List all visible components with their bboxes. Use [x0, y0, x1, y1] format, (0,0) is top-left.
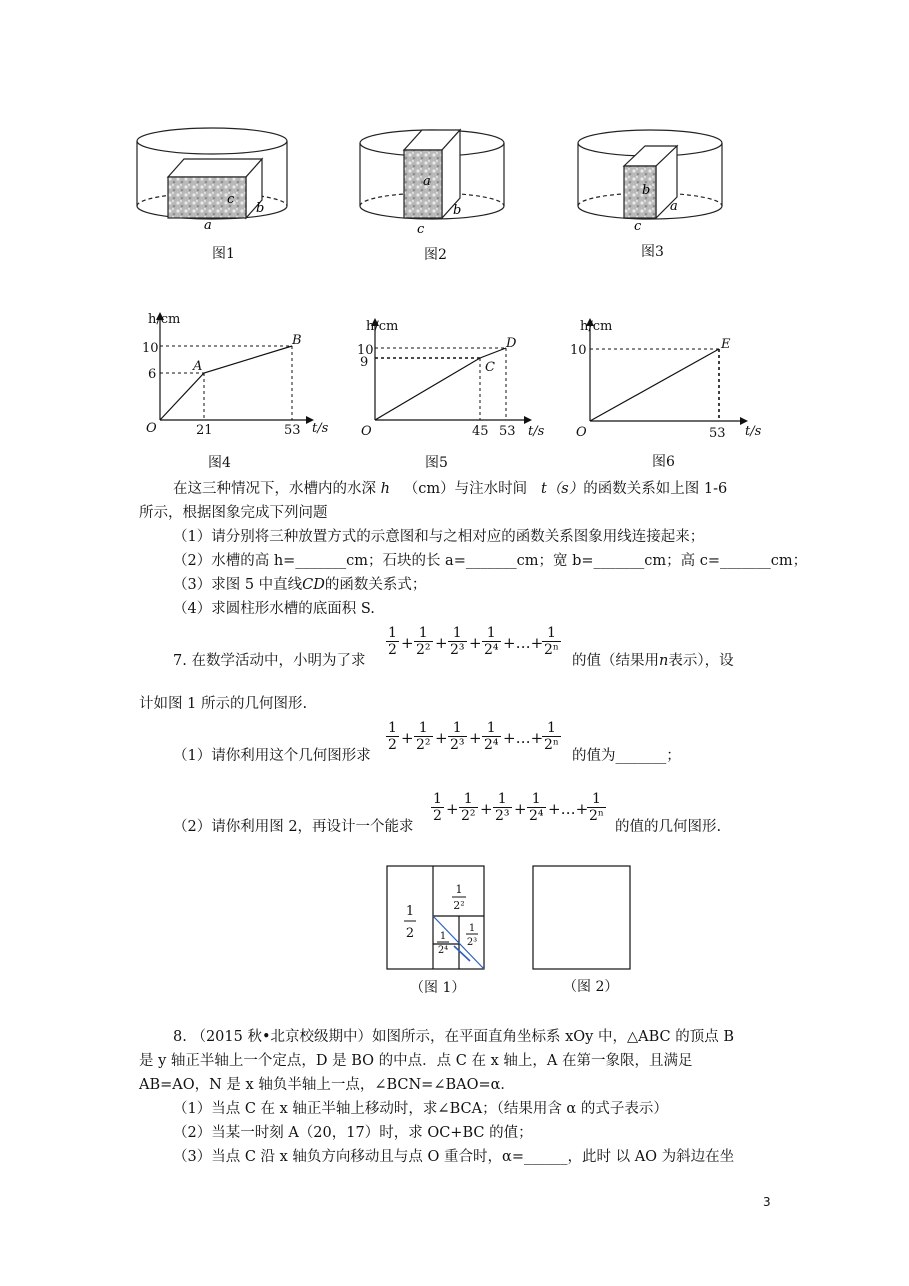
- graph-fig4: [142, 312, 329, 438]
- q8-item1: （1）当点 C 在 x 轴正半轴上移动时，求∠BCA；（结果用含 α 的式子表示）: [173, 1101, 668, 1117]
- q7-fig1-caption: （图 1）: [410, 980, 466, 996]
- fig6-ylabel: h/cm: [580, 319, 613, 334]
- fig6-caption: 图6: [652, 454, 675, 470]
- fig6-xlabel: t/s: [745, 424, 762, 439]
- svg-text:1: 1: [455, 883, 463, 896]
- fig4-ylabel: h/cm: [148, 312, 181, 327]
- q7-lead: 7. 在数学活动中，小明为了求: [173, 653, 366, 669]
- fig3-c-label: c: [634, 219, 642, 234]
- fig5-origin: O: [361, 424, 372, 439]
- fig4-ytick-6: 6: [148, 367, 157, 382]
- fig4-caption: 图4: [208, 455, 231, 471]
- q6-intro-line2: 所示，根据图象完成下列问题: [139, 505, 328, 521]
- q7-sub1: （1）请你利用这个几何图形求: [173, 748, 371, 764]
- q8-line3: AB=AO，N 是 x 轴负半轴上一点，∠BCN=∠BAO=α．: [139, 1077, 515, 1093]
- graph-fig6: [570, 318, 762, 441]
- fig1-b-label: b: [256, 201, 265, 216]
- fig3-caption: 图3: [641, 244, 664, 260]
- fig2-b-label: b: [453, 203, 462, 218]
- q8-line2: 是 y 轴正半轴上一个定点，D 是 BO 的中点．点 C 在 x 轴上，A 在第一象限，且满足: [139, 1053, 693, 1069]
- fig2-c-label: c: [417, 222, 425, 237]
- q7-sub2-tail: 的值的几何图形.: [615, 819, 722, 835]
- page-number: 3: [763, 1195, 771, 1209]
- q7-lead-tail: 的值（结果用n表示），设: [572, 653, 734, 669]
- fig1-c-label: c: [227, 192, 235, 207]
- q6-intro-line1: 在这三种情况下，水槽内的水深 h （cm）与注水时间 t（s）的函数关系如上图 1-6: [173, 481, 728, 497]
- fig5-xtick-53: 53: [499, 424, 516, 439]
- fig6-point-E: E: [721, 337, 731, 352]
- fig5-ylabel: h/cm: [366, 319, 399, 334]
- fig4-xtick-53: 53: [284, 423, 301, 438]
- fig4-ytick-10: 10: [142, 341, 159, 356]
- fig5-xtick-45: 45: [472, 424, 489, 439]
- q6-item2: （2）水槽的高 h=_______cm；石块的长 a=_______cm；宽 b=_______cm；高 c=_______cm；: [173, 553, 808, 569]
- fig4-xlabel: t/s: [312, 421, 329, 436]
- fig4-point-B: B: [292, 333, 302, 348]
- fig6-origin: O: [576, 425, 587, 440]
- q6-item1: （1）请分别将三种放置方式的示意图和与之相对应的函数关系图象用线连接起来；: [173, 529, 705, 545]
- q7-series-3: $\frac{1}{2}$ + $\frac{1}{\text{2²}}$ + $\frac{1}{\text{2³}}$ + $\frac{1}{\text{2⁴}}$ +…+ $\frac{1}{\text{2ⁿ}}$: [433, 791, 604, 824]
- tank-fig2: [360, 130, 504, 219]
- fig3-a-label: a: [670, 199, 678, 214]
- svg-text:2²: 2²: [453, 899, 465, 912]
- q7-sub1-tail: 的值为_______；: [572, 748, 681, 764]
- q8-item3: （3）当点 C 沿 x 轴负方向移动且与点 O 重合时，α=______，此时 以 AO 为斜边在坐: [173, 1149, 735, 1165]
- fig5-ytick-10: 10: [357, 343, 374, 358]
- q7-series-1: $\frac{1}{2}$ + $\frac{1}{\text{2²}}$ + $\frac{1}{\text{2³}}$ + $\frac{1}{\text{2⁴}}$ +…+ $\frac{1}{\text{2ⁿ}}$: [388, 625, 559, 658]
- fig5-caption: 图5: [425, 455, 448, 471]
- graphs: [0, 300, 909, 470]
- q7-sub2: （2）请你利用图 2，再设计一个能求: [173, 819, 414, 835]
- fig2-caption: 图2: [424, 247, 447, 263]
- svg-text:1: 1: [468, 923, 476, 934]
- tank-fig3: [578, 130, 722, 219]
- fig6-ytick-10: 10: [570, 343, 587, 358]
- q7-fig2-caption: （图 2）: [563, 979, 619, 995]
- fig4-point-A: A: [193, 359, 203, 374]
- fig4-origin: O: [146, 421, 157, 436]
- fig5-point-C: C: [485, 360, 495, 375]
- q7-series-2: $\frac{1}{2}$ + $\frac{1}{\text{2²}}$ + $\frac{1}{\text{2³}}$ + $\frac{1}{\text{2⁴}}$ +…+ $\frac{1}{\text{2ⁿ}}$: [388, 720, 559, 753]
- svg-text:1: 1: [405, 904, 415, 919]
- q7-line2: 计如图 1 所示的几何图形.: [139, 696, 308, 712]
- tank-fig1: [137, 128, 287, 219]
- q6-item4: （4）求圆柱形水槽的底面积 S.: [173, 601, 375, 617]
- q8-item2: （2）当某一时刻 A（20，17）时，求 OC+BC 的值；: [173, 1125, 533, 1141]
- fig5-point-D: D: [506, 336, 517, 351]
- svg-text:2: 2: [405, 926, 415, 941]
- fig2-a-label: a: [423, 174, 431, 189]
- fig3-b-label: b: [642, 183, 651, 198]
- svg-text:2³: 2³: [466, 937, 478, 948]
- fig4-xtick-21: 21: [196, 423, 213, 438]
- q7-squares: [380, 860, 640, 975]
- q8-line1: 8. （2015 秋•北京校级期中）如图所示，在平面直角坐标系 xOy 中，△ABC 的顶点 B: [173, 1029, 734, 1045]
- svg-text:2⁴: 2⁴: [437, 945, 449, 956]
- fig6-xtick-53: 53: [709, 426, 726, 441]
- graph-fig5: [357, 318, 545, 439]
- fig1-a-label: a: [204, 218, 212, 233]
- tank-figures: [0, 0, 909, 300]
- fig5-xlabel: t/s: [528, 424, 545, 439]
- q6-item3: （3）求图 5 中直线CD的函数关系式；: [173, 577, 427, 593]
- fig1-caption: 图1: [212, 246, 235, 262]
- svg-text:1: 1: [439, 931, 447, 942]
- fig5-ytick-9: 9: [360, 355, 369, 370]
